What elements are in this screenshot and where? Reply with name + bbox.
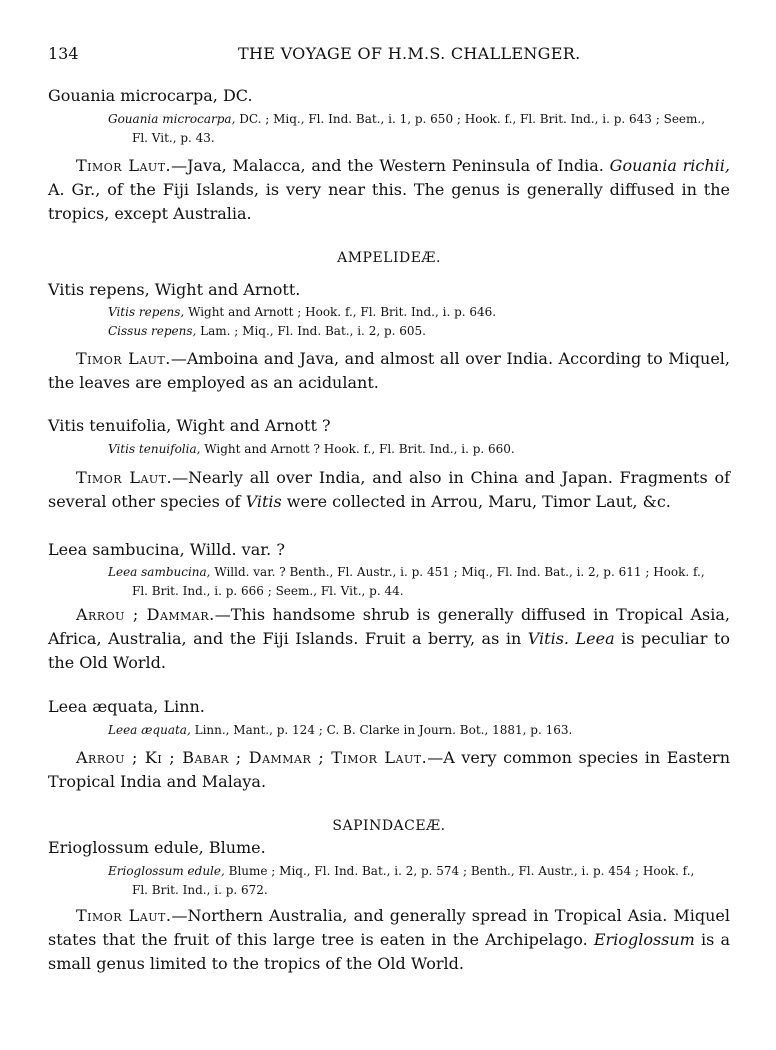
species-paragraph: [48, 466, 730, 514]
ref-species-name: Vitis repens,: [108, 305, 185, 319]
running-title: THE VOYAGE OF H.M.S. CHALLENGER.: [238, 44, 581, 63]
species-paragraph: [48, 347, 730, 395]
ref-text: Willd. var. ? Benth., Fl. Austr., i. p. 451 ; Miq., Fl. Ind. Bat., i. 2, p. 611 ; Hook. f.,: [210, 565, 705, 579]
paragraph-text: is a small genus limited to the tropics of the Old World.: [48, 930, 730, 973]
ref-text: Wight and Arnott ; Hook. f., Fl. Brit. Ind., i. p. 646.: [184, 305, 497, 319]
ref-text: DC. ; Miq., Fl. Ind. Bat., i. 1, p. 650 ; Hook. f., Fl. Brit. Ind., i. p. 643 ; Seem.,: [235, 112, 706, 126]
ref-text-continued: Fl. Brit. Ind., i. p. 672.: [132, 883, 268, 897]
species-heading: Leea æquata, Linn.: [48, 697, 205, 716]
species-heading: Vitis tenuifolia, Wight and Arnott ?: [48, 416, 331, 435]
paragraph-text: —Amboina and Java, and almost all over India. According to Miquel, the leaves are employed as an acidulant.: [48, 349, 730, 392]
locality-lead: Arrou ; Ki ; Babar ; Dammar ; Timor Laut.: [76, 748, 428, 767]
paragraph-text: —Nearly all over India, and also in China and Japan. Fragments of several other species of: [48, 468, 731, 511]
locality-lead: Arrou ; Dammar.: [76, 605, 215, 624]
ref-text-continued: Fl. Vit., p. 43.: [132, 131, 215, 145]
page-header: [48, 44, 730, 66]
paragraph-text: —Northern Australia, and generally spread in Tropical Asia. Miquel states that the fruit of this large tree is eaten in the Archipelago.: [48, 906, 730, 949]
ref-text: Wight and Arnott ? Hook. f., Fl. Brit. Ind., i. p. 660.: [200, 442, 515, 456]
ref-text-continued: Fl. Brit. Ind., i. p. 666 ; Seem., Fl. Vit., p. 44.: [132, 584, 404, 598]
ref-species-name: Erioglossum edule,: [108, 864, 225, 878]
italic-name: Leea: [575, 629, 615, 648]
italic-name: Vitis.: [527, 629, 570, 648]
ref-text: Linn., Mant., p. 124 ; C. B. Clarke in Journ. Bot., 1881, p. 163.: [190, 723, 573, 737]
ref-species-name: Cissus repens,: [108, 324, 197, 338]
paragraph-text: —Java, Malacca, and the Western Peninsula of India.: [171, 156, 610, 175]
ref-species-name: Leea sambucina,: [108, 565, 211, 579]
italic-name: Vitis: [245, 492, 282, 511]
page-number: 134: [48, 44, 79, 63]
locality-lead: Timor Laut.: [76, 906, 172, 925]
ref-species-name: Vitis tenuifolia,: [108, 442, 201, 456]
ref-text: Lam. ; Miq., Fl. Ind. Bat., i. 2, p. 605.: [196, 324, 426, 338]
paragraph-text: were collected in Arrou, Maru, Timor Laut, &c.: [281, 492, 671, 511]
reference-citation: [108, 862, 730, 900]
reference-citation: [108, 721, 730, 740]
species-heading: Vitis repens, Wight and Arnott.: [48, 280, 301, 299]
ref-text: Blume ; Miq., Fl. Ind. Bat., i. 2, p. 574 ; Benth., Fl. Austr., i. p. 454 ; Hook. f.,: [224, 864, 695, 878]
italic-name: Gouania richii,: [609, 156, 731, 175]
species-paragraph: [48, 603, 730, 675]
species-heading: Gouania microcarpa, DC.: [48, 86, 253, 105]
paragraph-text: A. Gr., of the Fiji Islands, is very near this. The genus is generally diffused in the tropics, except Australia.: [48, 180, 730, 223]
paragraph-text: —A very common species in Eastern Tropical India and Malaya.: [48, 748, 731, 791]
reference-citation: [108, 110, 730, 148]
species-heading: Erioglossum edule, Blume.: [48, 838, 266, 857]
family-heading: AMPELIDEÆ.: [337, 250, 441, 266]
species-paragraph: [48, 904, 730, 976]
paragraph-text: —This handsome shrub is generally diffused in Tropical Asia, Africa, Australia, and the Fiji Islands. Fruit a berry, as in: [48, 605, 730, 648]
reference-citation: [108, 303, 730, 341]
species-paragraph: [48, 746, 730, 794]
locality-lead: Timor Laut.: [76, 156, 172, 175]
reference-citation: [108, 440, 730, 459]
ref-species-name: Gouania microcarpa,: [108, 112, 236, 126]
reference-citation: [108, 563, 730, 601]
species-paragraph: [48, 154, 730, 226]
ref-species-name: Leea æquata,: [108, 723, 191, 737]
italic-name: Erioglossum: [593, 930, 695, 949]
locality-lead: Timor Laut.: [76, 349, 171, 368]
species-heading: Leea sambucina, Willd. var. ?: [48, 540, 285, 559]
paragraph-text: is peculiar to the Old World.: [48, 629, 731, 672]
book-page: [48, 0, 730, 1050]
locality-lead: Timor Laut.: [76, 468, 173, 487]
family-heading: SAPINDACEÆ.: [332, 818, 446, 834]
